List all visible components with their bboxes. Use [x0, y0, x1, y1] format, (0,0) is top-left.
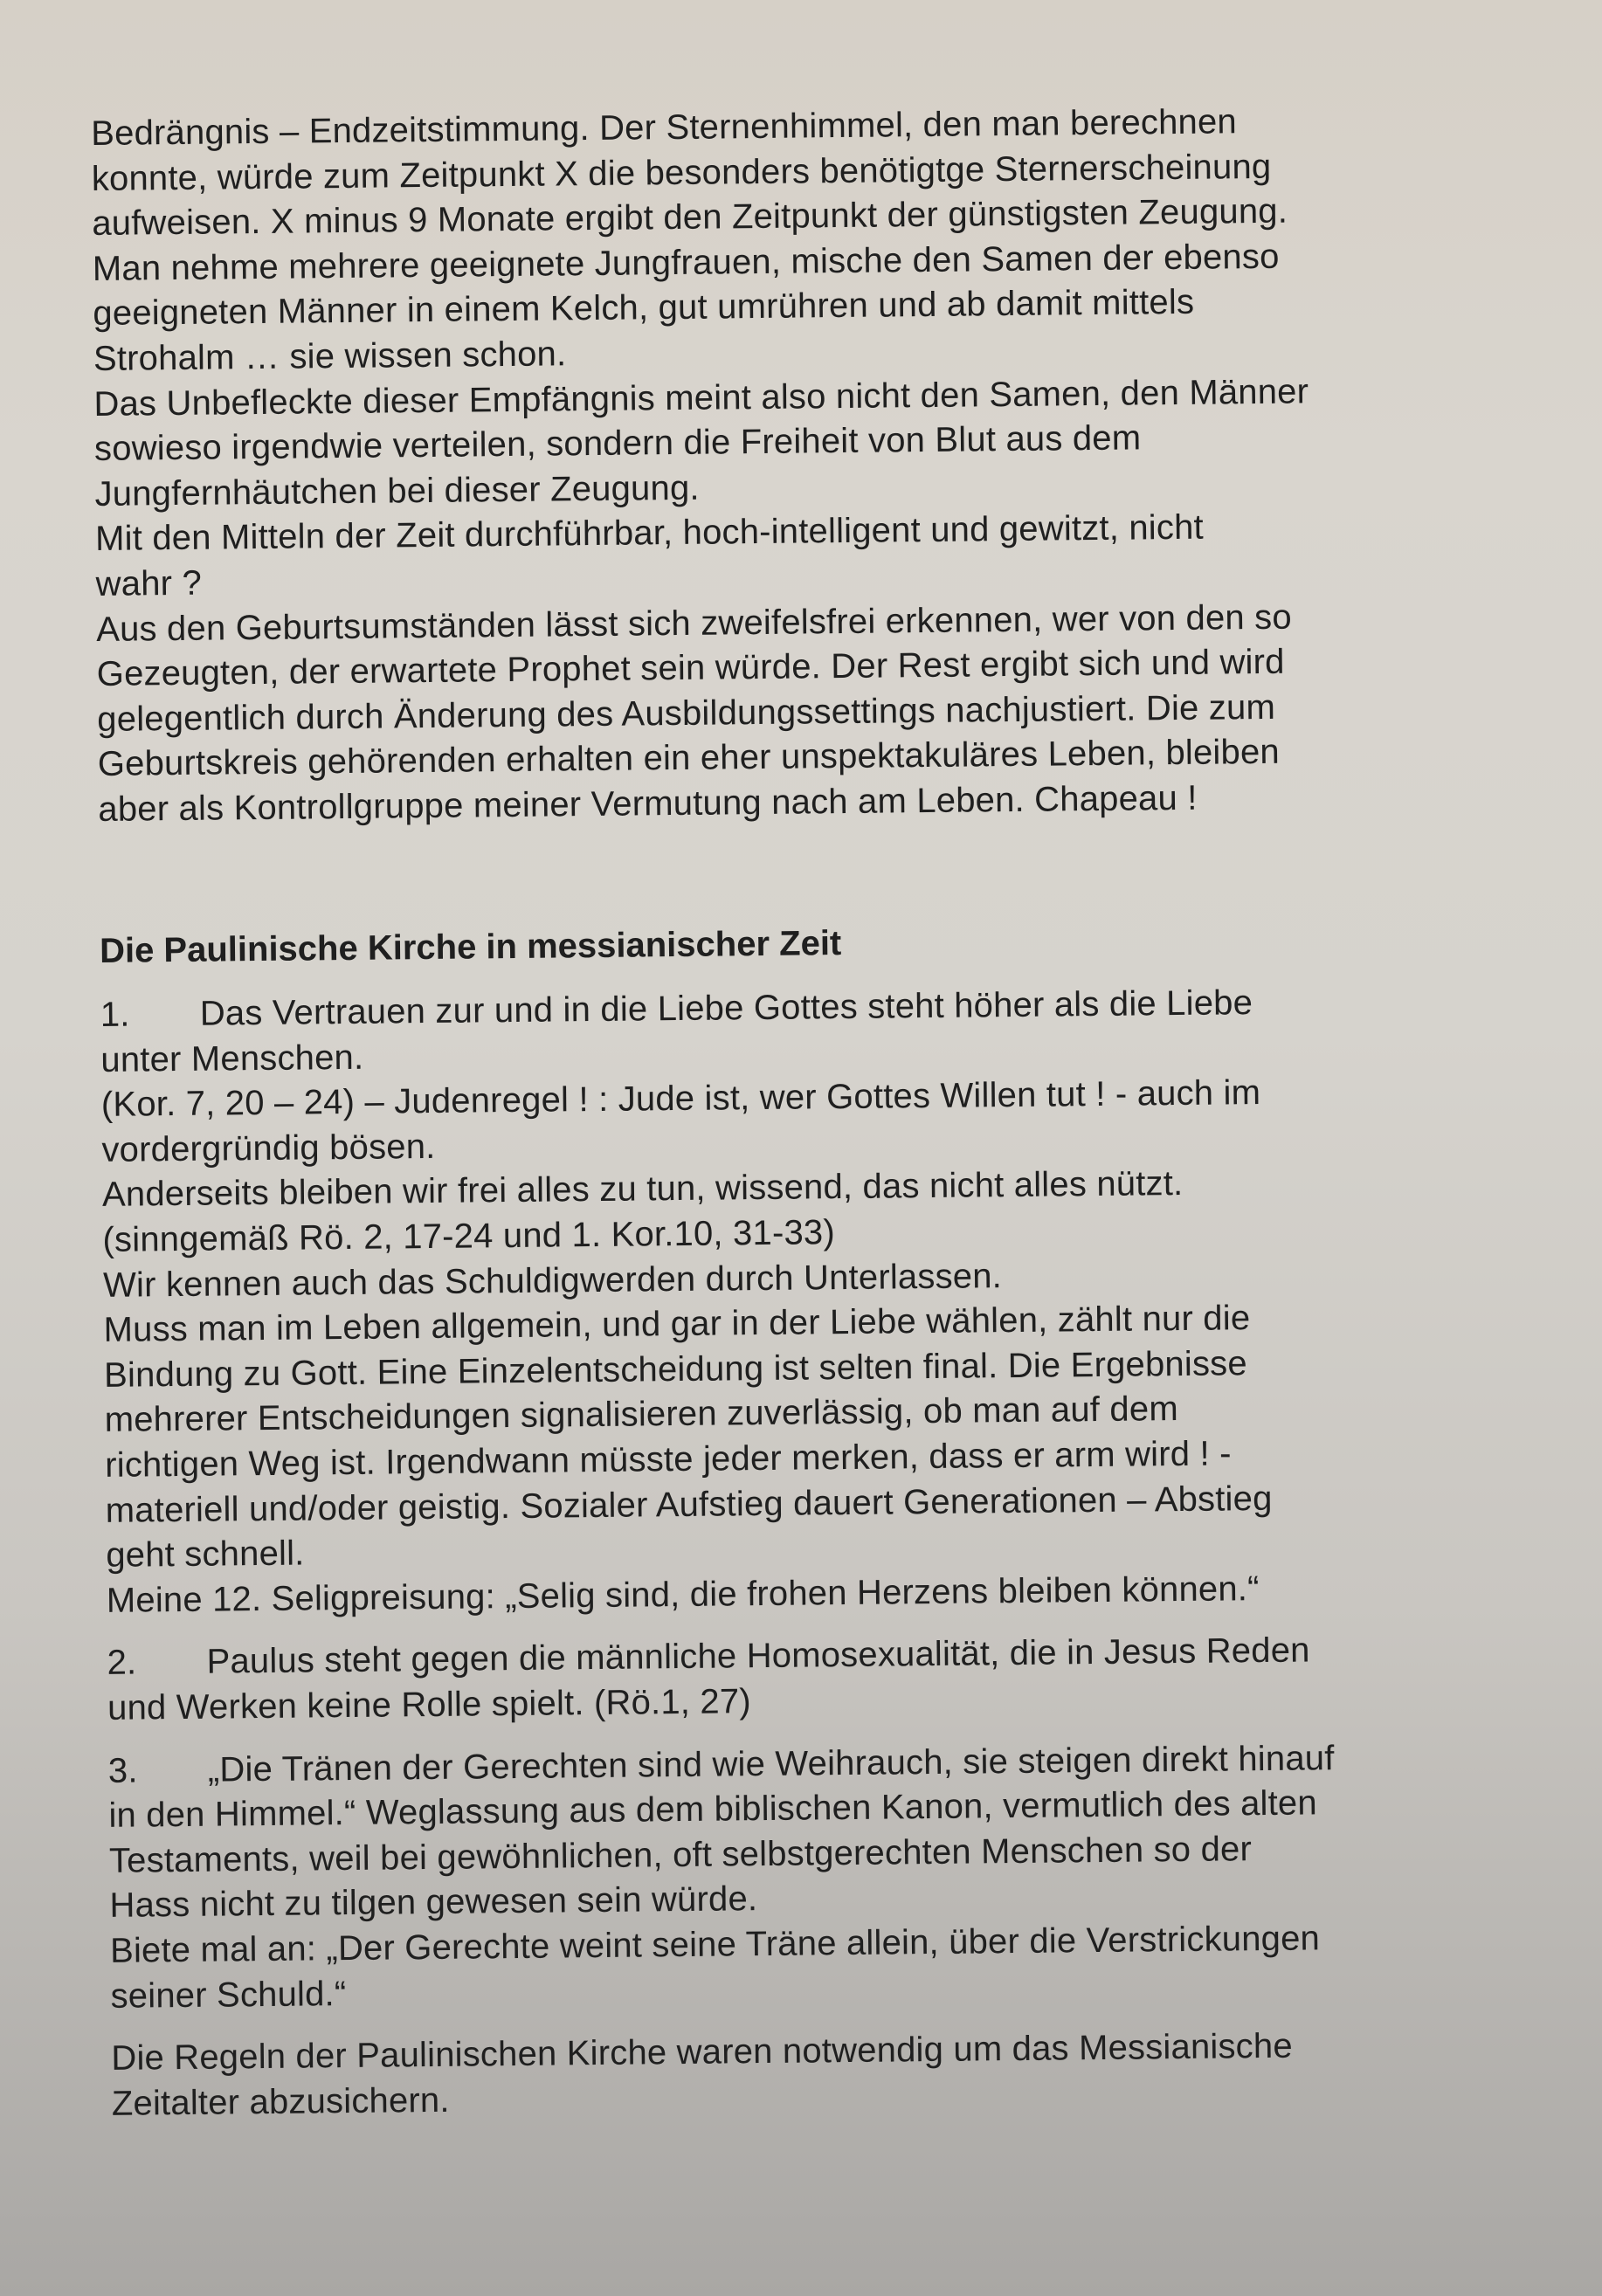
item-number: 3. [107, 1751, 138, 1790]
numbered-item-1 [100, 978, 1539, 1624]
text-line: Jungfernhäutchen bei dieser Zeugung. [94, 468, 700, 514]
text-line: Die Regeln der Paulinischen Kirche waren notwendig um das Messianische [111, 2026, 1293, 2079]
item-text: „Die Tränen der Gerechten sind wie Weihrauch, sie steigen direkt hinauf [207, 1738, 1335, 1789]
text-line: Wir kennen auch das Schuldigwerden durch Unterlassen. [102, 1256, 1003, 1305]
item-text: Das Vertrauen zur und in die Liebe Gottes steht höher als die Liebe [199, 983, 1253, 1033]
text-line: aufweisen. X minus 9 Monate ergibt den Zeitpunkt der günstigsten Zeugung. [92, 191, 1288, 244]
item-text: Paulus steht gegen die männliche Homosexualität, die in Jesus Reden [206, 1631, 1310, 1682]
document-page [91, 97, 1544, 2127]
text-line: gelegentlich durch Änderung des Ausbildungssettings nachjustiert. Die zum [97, 687, 1276, 739]
closing-paragraph [111, 2022, 1544, 2127]
text-line: Das Unbefleckte dieser Empfängnis meint also nicht den Samen, den Männer [93, 371, 1309, 424]
text-line: in den Himmel.“ Weglassung aus dem biblischen Kanon, vermutlich des alten [108, 1783, 1318, 1836]
text-line: Muss man im Leben allgemein, und gar in der Liebe wählen, zählt nur die [103, 1299, 1251, 1350]
text-line: sowieso irgendwie verteilen, sondern die Freiheit von Blut aus dem [93, 418, 1142, 469]
text-line: Meine 12. Seligpreisung: „Selig sind, die frohen Herzens bleiben können.“ [106, 1569, 1260, 1620]
intro-paragraph [91, 97, 1531, 833]
text-line: mehrerer Entscheidungen signalisieren zuverlässig, ob man auf dem [104, 1389, 1179, 1440]
text-line: (sinngemäß Rö. 2, 17-24 und 1. Kor.10, 31-33) [102, 1213, 836, 1259]
text-line: aber als Kontrollgruppe meiner Vermutung nach am Leben. Chapeau ! [98, 778, 1198, 829]
numbered-item-2 [107, 1626, 1540, 1731]
text-line: (Kor. 7, 20 – 24) – Judenregel ! : Jude ist, wer Gottes Willen tut ! - auch im [100, 1073, 1261, 1125]
text-line: Biete mal an: „Der Gerechte weint seine Träne allein, über die Verstrickungen [109, 1919, 1321, 1970]
text-line: konnte, würde zum Zeitpunkt X die besonders benötigtge Sternerscheinung [91, 147, 1272, 198]
text-line: Hass nicht zu tilgen gewesen sein würde. [109, 1879, 758, 1926]
text-line: richtigen Weg ist. Irgendwann müsste jeder merken, dass er arm wird ! - [105, 1434, 1232, 1485]
text-line: Mit den Mitteln der Zeit durchführbar, hoch-intelligent und gewitzt, nicht [94, 508, 1205, 559]
text-line: Aus den Geburtsumständen lässt sich zweifelsfrei erkennen, wer von den so [95, 597, 1293, 649]
section-heading: Die Paulinische Kirche in messianischer Zeit [99, 923, 842, 970]
text-line: wahr ? [95, 563, 203, 603]
text-line: und Werken keine Rolle spielt. (Rö.1, 27) [107, 1682, 752, 1727]
text-line: Man nehme mehrere geeignete Jungfrauen, mische den Samen der ebenso [92, 237, 1280, 288]
text-line: geeigneten Männer in einem Kelch, gut umrühren und ab damit mittels [93, 283, 1195, 334]
text-line: Gezeugten, der erwartete Prophet sein würde. Der Rest ergibt sich und wird [96, 642, 1285, 694]
text-line: seiner Schuld.“ [110, 1974, 347, 2016]
text-line: vordergründig bösen. [101, 1127, 436, 1169]
text-line: geht schnell. [106, 1534, 305, 1575]
item-number: 1. [100, 995, 130, 1035]
text-line: Anderseits bleiben wir frei alles zu tun, wissend, das nicht alles nützt. [101, 1164, 1184, 1215]
text-line: Zeitalter abzusichern. [111, 2080, 450, 2123]
text-line: unter Menschen. [100, 1038, 364, 1079]
text-line: Strohalm … sie wissen schon. [93, 334, 567, 378]
text-line: materiell und/oder geistig. Sozialer Aufstieg dauert Generationen – Abstieg [105, 1479, 1273, 1530]
text-line: Bindung zu Gott. Eine Einzelentscheidung ist selten final. Die Ergebnisse [103, 1344, 1248, 1395]
item-number: 2. [107, 1643, 137, 1683]
text-line: Geburtskreis gehörenden erhalten ein eher unspektakuläres Leben, bleiben [97, 733, 1281, 784]
text-line: Testaments, weil bei gewöhnlichen, oft selbstgerechten Menschen so der [108, 1829, 1253, 1880]
numbered-item-3 [108, 1734, 1543, 2019]
text-line: Bedrängnis – Endzeitstimmung. Der Sternenhimmel, den man berechnen [91, 102, 1238, 153]
